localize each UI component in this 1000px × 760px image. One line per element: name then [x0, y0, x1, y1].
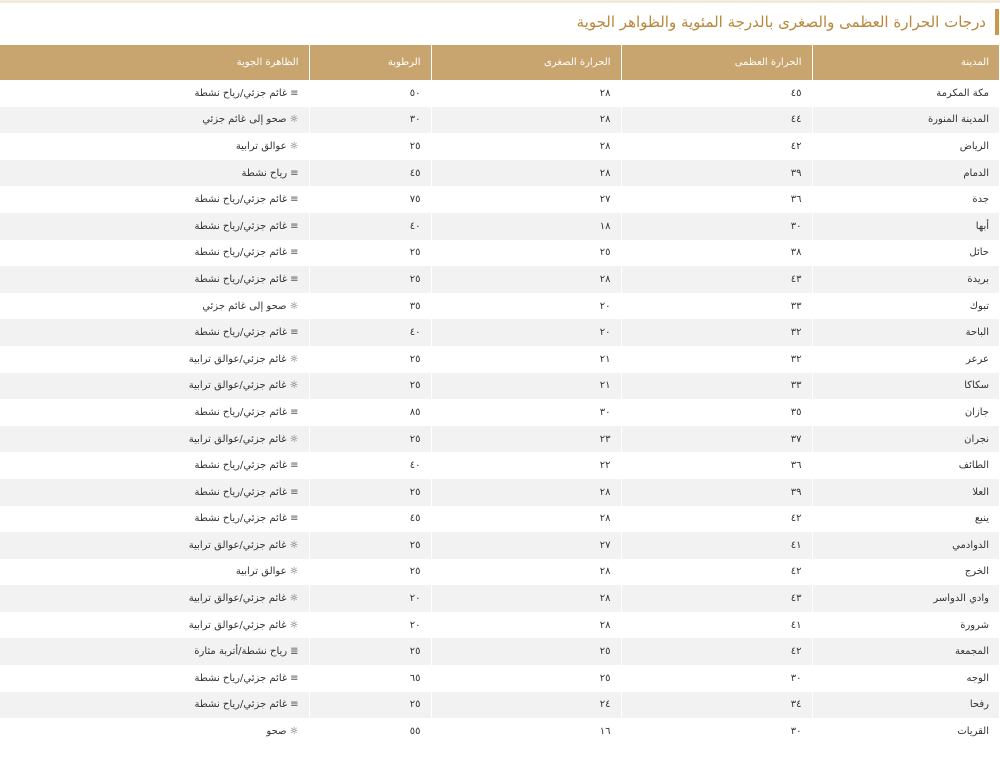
- wind-icon: ≡: [290, 513, 299, 525]
- table-row: [0, 506, 999, 533]
- table-row: [0, 718, 999, 745]
- weather-cell: [0, 426, 309, 453]
- max-temp-cell: ٣٢: [621, 319, 812, 346]
- city-cell: أبها: [812, 213, 999, 240]
- min-temp-cell: ٢٧: [431, 532, 621, 559]
- sun-icon: ☼: [289, 726, 299, 738]
- city-cell: المدينة المنورة: [812, 107, 999, 134]
- wind-icon: ≡: [290, 327, 299, 339]
- city-cell: حائل: [812, 240, 999, 267]
- page-title: درجات الحرارة العظمى والصغرى بالدرجة المئوية والظواهر الجوية: [576, 13, 986, 31]
- min-temp-cell: ٢٨: [431, 479, 621, 506]
- header-humidity: الرطوبة: [309, 45, 431, 80]
- weather-label: صحو إلى غائم جزئي: [202, 300, 287, 312]
- city-cell: الوجه: [812, 665, 999, 692]
- city-cell: جدة: [812, 186, 999, 213]
- max-temp-cell: ٤١: [621, 612, 812, 639]
- weather-cell: [0, 133, 309, 160]
- weather-table-container: [0, 45, 999, 745]
- max-temp-cell: ٣٣: [621, 373, 812, 400]
- table-row: [0, 213, 999, 240]
- city-cell: المجمعة: [812, 638, 999, 665]
- weather-cell: [0, 293, 309, 320]
- max-temp-cell: ٣٣: [621, 293, 812, 320]
- weather-cell: [0, 373, 309, 400]
- table-row: [0, 107, 999, 134]
- humidity-cell: ٨٥: [309, 399, 431, 426]
- city-cell: عرعر: [812, 346, 999, 373]
- wind-icon: ≡: [290, 406, 299, 418]
- weather-label: غائم جزئي/رياح نشطة: [194, 460, 288, 472]
- humidity-cell: ٢٥: [309, 559, 431, 586]
- weather-cell: [0, 638, 309, 665]
- max-temp-cell: ٣٩: [621, 160, 812, 187]
- humidity-cell: ٢٥: [309, 133, 431, 160]
- wind-icon: ≡: [290, 273, 299, 285]
- max-temp-cell: ٤٢: [621, 559, 812, 586]
- weather-cell: [0, 612, 309, 639]
- top-divider: [0, 0, 1000, 3]
- max-temp-cell: ٣٦: [621, 452, 812, 479]
- weather-cell: [0, 346, 309, 373]
- wind-icon: ≡: [290, 167, 299, 179]
- table-row: [0, 186, 999, 213]
- weather-label: غائم جزئي/رياح نشطة: [194, 672, 288, 684]
- min-temp-cell: ٢٥: [431, 665, 621, 692]
- table-row: [0, 346, 999, 373]
- table-row: [0, 638, 999, 665]
- weather-label: غائم جزئي/رياح نشطة: [194, 220, 288, 232]
- table-row: [0, 665, 999, 692]
- wind-icon: ≡: [290, 672, 299, 684]
- humidity-cell: ٥٥: [309, 718, 431, 745]
- table-row: [0, 80, 999, 107]
- table-row: [0, 692, 999, 719]
- weather-cell: [0, 160, 309, 187]
- humidity-cell: ٤٥: [309, 506, 431, 533]
- humidity-cell: ٦٥: [309, 665, 431, 692]
- city-cell: الباحة: [812, 319, 999, 346]
- weather-label: رياح نشطة/أتربة مثارة: [194, 646, 288, 658]
- min-temp-cell: ٢٥: [431, 638, 621, 665]
- table-row: [0, 585, 999, 612]
- max-temp-cell: ٤٥: [621, 80, 812, 107]
- humidity-cell: ٧٥: [309, 186, 431, 213]
- min-temp-cell: ٢٨: [431, 585, 621, 612]
- table-row: [0, 532, 999, 559]
- weather-label: غائم جزئي/عوالق ترابية: [188, 353, 287, 365]
- min-temp-cell: ٢٨: [431, 107, 621, 134]
- dust-icon: ☼: [289, 433, 299, 445]
- table-row: [0, 426, 999, 453]
- humidity-cell: ٢٥: [309, 479, 431, 506]
- city-cell: مكة المكرمة: [812, 80, 999, 107]
- table-row: [0, 293, 999, 320]
- max-temp-cell: ٤٣: [621, 266, 812, 293]
- humidity-cell: ٢٥: [309, 346, 431, 373]
- min-temp-cell: ٢١: [431, 346, 621, 373]
- min-temp-cell: ٢٨: [431, 133, 621, 160]
- humidity-cell: ٤٠: [309, 213, 431, 240]
- dust-icon: ☼: [289, 593, 299, 605]
- dust-icon: ☼: [289, 619, 299, 631]
- city-cell: رفحا: [812, 692, 999, 719]
- max-temp-cell: ٤٣: [621, 585, 812, 612]
- weather-label: غائم جزئي/رياح نشطة: [194, 87, 288, 99]
- wind-icon: ≡: [290, 194, 299, 206]
- max-temp-cell: ٤٤: [621, 107, 812, 134]
- min-temp-cell: ١٦: [431, 718, 621, 745]
- max-temp-cell: ٤١: [621, 532, 812, 559]
- min-temp-cell: ٢٢: [431, 452, 621, 479]
- humidity-cell: ٢٥: [309, 240, 431, 267]
- max-temp-cell: ٣٦: [621, 186, 812, 213]
- max-temp-cell: ٣٥: [621, 399, 812, 426]
- weather-cell: [0, 479, 309, 506]
- humidity-cell: ٢٥: [309, 373, 431, 400]
- weather-label: غائم جزئي/رياح نشطة: [194, 194, 288, 206]
- humidity-cell: ٢٥: [309, 692, 431, 719]
- weather-cell: [0, 319, 309, 346]
- min-temp-cell: ٢٨: [431, 160, 621, 187]
- humidity-cell: ٤٠: [309, 319, 431, 346]
- city-cell: نجران: [812, 426, 999, 453]
- max-temp-cell: ٣٠: [621, 665, 812, 692]
- header-weather: الظاهرة الجوية: [0, 45, 309, 80]
- blowing-dust-icon: ≣: [290, 646, 299, 658]
- header-city: المدينة: [812, 45, 999, 80]
- weather-cell: [0, 213, 309, 240]
- wind-icon: ≡: [290, 220, 299, 232]
- min-temp-cell: ٢٣: [431, 426, 621, 453]
- city-cell: جازان: [812, 399, 999, 426]
- weather-cell: [0, 532, 309, 559]
- min-temp-cell: ٢٠: [431, 293, 621, 320]
- table-row: [0, 479, 999, 506]
- max-temp-cell: ٤٢: [621, 638, 812, 665]
- weather-table: [0, 45, 999, 745]
- city-cell: بريدة: [812, 266, 999, 293]
- wind-icon: ≡: [290, 247, 299, 259]
- min-temp-cell: ٣٠: [431, 399, 621, 426]
- city-cell: الرياض: [812, 133, 999, 160]
- city-cell: العلا: [812, 479, 999, 506]
- max-temp-cell: ٣٢: [621, 346, 812, 373]
- weather-cell: [0, 559, 309, 586]
- weather-label: غائم جزئي/عوالق ترابية: [188, 593, 287, 605]
- wind-icon: ≡: [290, 699, 299, 711]
- weather-label: غائم جزئي/رياح نشطة: [194, 273, 288, 285]
- city-cell: ينبع: [812, 506, 999, 533]
- max-temp-cell: ٤٢: [621, 506, 812, 533]
- dust-icon: ☼: [289, 380, 299, 392]
- header-row: [0, 45, 999, 80]
- weather-label: غائم جزئي/عوالق ترابية: [188, 539, 287, 551]
- max-temp-cell: ٣٨: [621, 240, 812, 267]
- dust-icon: ☼: [289, 566, 299, 578]
- table-row: [0, 452, 999, 479]
- header-max-temp: الحرارة العظمى: [621, 45, 812, 80]
- weather-label: غائم جزئي/رياح نشطة: [194, 699, 288, 711]
- weather-label: غائم جزئي/رياح نشطة: [194, 513, 288, 525]
- city-cell: الخرج: [812, 559, 999, 586]
- table-row: [0, 612, 999, 639]
- dust-icon: ☼: [289, 539, 299, 551]
- wind-icon: ≡: [290, 486, 299, 498]
- min-temp-cell: ٢٨: [431, 80, 621, 107]
- weather-label: غائم جزئي/رياح نشطة: [194, 327, 288, 339]
- humidity-cell: ٣٥: [309, 293, 431, 320]
- min-temp-cell: ٢٨: [431, 506, 621, 533]
- dust-icon: ☼: [289, 353, 299, 365]
- wind-icon: ≡: [290, 87, 299, 99]
- table-row: [0, 319, 999, 346]
- min-temp-cell: ٢٠: [431, 319, 621, 346]
- humidity-cell: ٢٥: [309, 532, 431, 559]
- table-row: [0, 559, 999, 586]
- humidity-cell: ٤٥: [309, 160, 431, 187]
- table-row: [0, 133, 999, 160]
- city-cell: وادي الدواسر: [812, 585, 999, 612]
- table-header: [0, 45, 999, 80]
- weather-cell: [0, 506, 309, 533]
- max-temp-cell: ٣٧: [621, 426, 812, 453]
- weather-cell: [0, 240, 309, 267]
- min-temp-cell: ١٨: [431, 213, 621, 240]
- min-temp-cell: ٢٨: [431, 612, 621, 639]
- weather-label: صحو: [266, 726, 287, 738]
- city-cell: سكاكا: [812, 373, 999, 400]
- weather-cell: [0, 399, 309, 426]
- humidity-cell: ٢٥: [309, 266, 431, 293]
- weather-label: عوالق ترابية: [235, 140, 287, 152]
- weather-cell: [0, 452, 309, 479]
- min-temp-cell: ٢٧: [431, 186, 621, 213]
- city-cell: الطائف: [812, 452, 999, 479]
- city-cell: الدوادمي: [812, 532, 999, 559]
- humidity-cell: ٢٥: [309, 426, 431, 453]
- min-temp-cell: ٢٨: [431, 559, 621, 586]
- min-temp-cell: ٢٨: [431, 266, 621, 293]
- sun-cloud-icon: ☼: [289, 300, 299, 312]
- table-row: [0, 160, 999, 187]
- weather-cell: [0, 718, 309, 745]
- max-temp-cell: ٣٠: [621, 213, 812, 240]
- header-min-temp: الحرارة الصغرى: [431, 45, 621, 80]
- max-temp-cell: ٣٩: [621, 479, 812, 506]
- min-temp-cell: ٢٥: [431, 240, 621, 267]
- humidity-cell: ٢٥: [309, 638, 431, 665]
- weather-label: رياح نشطة: [241, 167, 288, 179]
- weather-label: غائم جزئي/عوالق ترابية: [188, 619, 287, 631]
- max-temp-cell: ٣٠: [621, 718, 812, 745]
- table-row: [0, 399, 999, 426]
- city-cell: الدمام: [812, 160, 999, 187]
- city-cell: تبوك: [812, 293, 999, 320]
- humidity-cell: ٥٠: [309, 80, 431, 107]
- city-cell: شرورة: [812, 612, 999, 639]
- max-temp-cell: ٣٤: [621, 692, 812, 719]
- humidity-cell: ٢٠: [309, 612, 431, 639]
- weather-cell: [0, 80, 309, 107]
- weather-label: غائم جزئي/عوالق ترابية: [188, 433, 287, 445]
- weather-cell: [0, 665, 309, 692]
- weather-label: غائم جزئي/رياح نشطة: [194, 486, 288, 498]
- humidity-cell: ٢٠: [309, 585, 431, 612]
- wind-icon: ≡: [290, 460, 299, 472]
- dust-icon: ☼: [289, 140, 299, 152]
- weather-label: غائم جزئي/رياح نشطة: [194, 247, 288, 259]
- min-temp-cell: ٢٤: [431, 692, 621, 719]
- weather-label: غائم جزئي/عوالق ترابية: [188, 380, 287, 392]
- weather-cell: [0, 107, 309, 134]
- weather-label: عوالق ترابية: [235, 566, 287, 578]
- title-accent-bar: [995, 9, 999, 35]
- weather-cell: [0, 266, 309, 293]
- min-temp-cell: ٢١: [431, 373, 621, 400]
- humidity-cell: ٣٠: [309, 107, 431, 134]
- weather-cell: [0, 585, 309, 612]
- table-row: [0, 240, 999, 267]
- city-cell: القريات: [812, 718, 999, 745]
- weather-cell: [0, 692, 309, 719]
- sun-cloud-icon: ☼: [289, 114, 299, 126]
- table-row: [0, 373, 999, 400]
- weather-label: غائم جزئي/رياح نشطة: [194, 406, 288, 418]
- table-row: [0, 266, 999, 293]
- section-header: [577, 6, 999, 38]
- weather-label: صحو إلى غائم جزئي: [202, 114, 287, 126]
- humidity-cell: ٤٠: [309, 452, 431, 479]
- weather-cell: [0, 186, 309, 213]
- max-temp-cell: ٤٢: [621, 133, 812, 160]
- table-body: [0, 80, 999, 745]
